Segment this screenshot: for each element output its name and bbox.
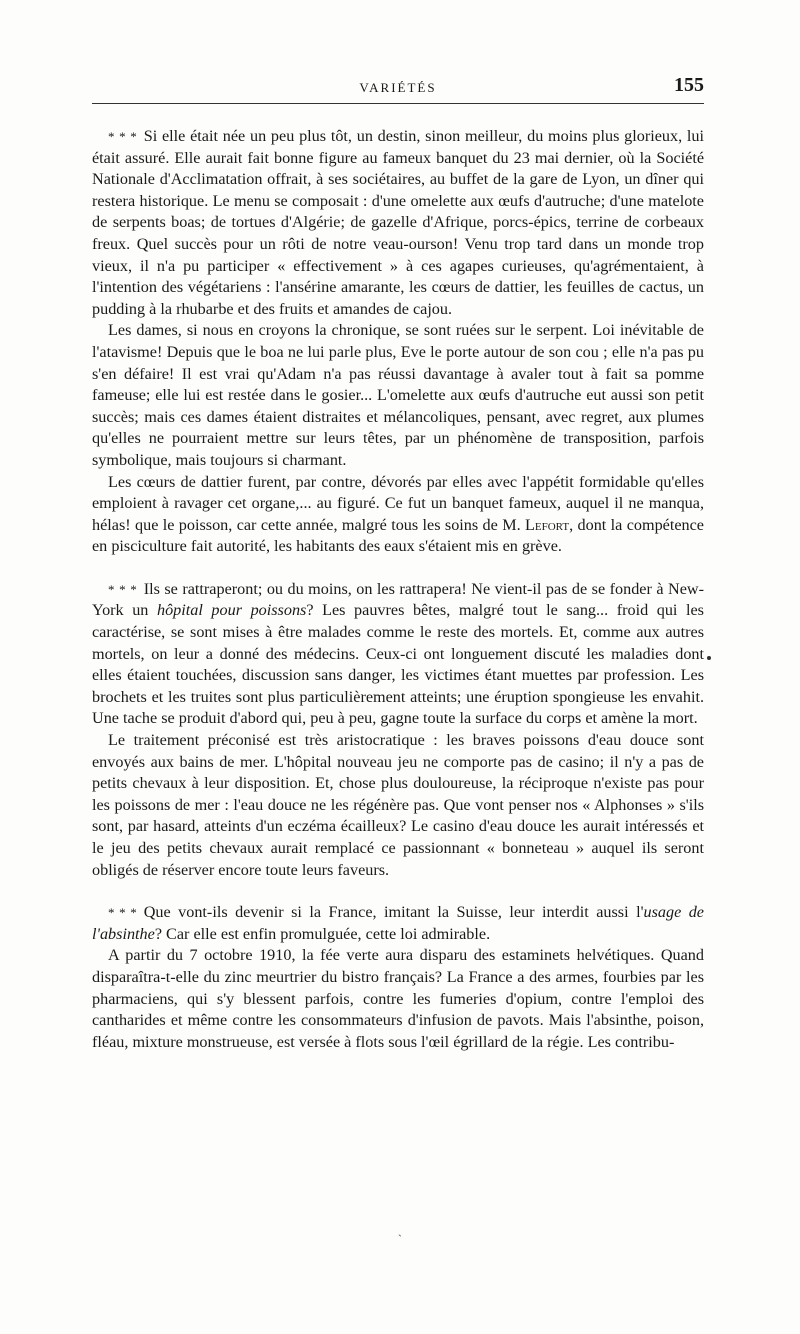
print-speck	[707, 656, 711, 660]
page-number: 155	[674, 74, 704, 96]
section-banquet	[92, 126, 704, 558]
paragraph-text: Si elle était née un peu plus tôt, un destin, sinon meilleur, du moins plus glorieux, lui était assuré. Elle aurait fait bonne figure au fameux banquet du 23 mai dernier, où la Société Nationale d'Acclimatation offrait, à ses sociétaires, au buffet de la gare de Lyon, un dîner qui restera historique. Le menu se composait : d'une omelette aux œufs d'autruche; d'une matelote de serpents boas; de tortues d'Algérie; de gazelle d'Afrique, porcs-épics, terrine de corbeaux freux. Quel succès pour un rôti de notre veau-ourson! Venu trop tard dans un monde trop vieux, il n'a pu participer « effectivement » à ces agapes curieuses, qu'agrémentaient, à l'intention des végétariens : l'ansérine amarante, les cœurs de dattier, les feuilles de cactus, un pudding à la rhubarbe et des fruits et amandes de cajou.	[92, 127, 704, 318]
paragraph-text: Ils se rattraperont; ou du moins, on les rattrapera! Ne vient-il pas de se fonder à New-York un	[92, 579, 704, 620]
print-mark: `	[398, 1232, 402, 1246]
paragraph-text: Les cœurs de dattier furent, par contre, dévorés par elles avec l'appétit formidable qu'elles emploient à ravager cet organe,... au figuré. Ce fut un banquet fameux, auquel il ne manqua, hélas! que le poisson, car cette année, malgré tous les soins de M.	[92, 472, 704, 534]
section-stars: * * *	[108, 581, 138, 597]
page-header	[92, 74, 704, 104]
paragraph: Le traitement préconisé est très aristocratique : les braves poissons d'eau douce sont envoyés aux bains de mer. L'hôpital nouveau jeu ne comporte pas de casino; il n'y a pas de petits chevaux à leur disposition. Et, chose plus douloureuse, la réciproque n'existe pas pour les poissons de mer : l'eau douce ne les régénère pas. Que vont penser nos « Alphonses » s'ils sont, par hasard, atteints d'un eczéma écailleux? Le casino d'eau douce les aurait intéressés et le jeu des petits chevaux aurait remplacé ce passionnant « bonneteau » auquel ils seront obligés de réserver encore toute leurs faveurs.	[92, 731, 704, 879]
section-stars: * * *	[108, 129, 138, 144]
paragraph-text: Que vont-ils devenir si la France, imitant la Suisse, leur interdit aussi l'	[143, 903, 644, 922]
paragraph	[92, 472, 704, 558]
section-hospital	[92, 579, 704, 881]
emphasis: usage de l'absinthe	[92, 903, 704, 943]
paragraph: Les dames, si nous en croyons la chronique, se sont ruées sur le serpent. Loi inévitable de l'atavisme! Depuis que le boa ne lui parle plus, Eve le porte autour de son cou ; elle n'a pas pu s'en défaire! Il est vrai qu'Adam n'a pas réussi davantage à avaler tout à fait sa pomme fameuse; elle lui est restée dans le gosier... L'omelette aux œufs d'autruche eut aussi son petit succès; mais ces dames étaient distraites et mélancoliques, pensant, avec regret, aux plumes qu'elles ne pourraient mettre sur leurs têtes, par un phénomène de transposition, parfois symbolique, mais toujours si charmant.	[92, 321, 704, 469]
page-body	[92, 126, 704, 1053]
paragraph	[92, 579, 704, 730]
person-name: Lefort	[525, 515, 570, 534]
paragraph-text: ? Les pauvres bêtes, malgré tout le sang... froid qui les caractérise, se sont mises à être malades comme le reste des mortels. Et, comme aux autres mortels, on leur a donné des médecins. Ceux-ci ont longuement discuté les maladies dont elles étaient touchées, discussion sans danger, les victimes étant muettes par profession. Les brochets et les truites sont plus particulièrement atteints; une éruption spongieuse les envahit. Une tache se produit d'abord qui, peu à peu, gagne toute la surface du corps et amène la mort.	[92, 601, 704, 728]
paragraph: A partir du 7 octobre 1910, la fée verte aura disparu des estaminets helvétiques. Quand disparaîtra-t-elle du zinc meurtrier du bistro français? La France a des armes, fourbies par les pharmaciens, qui s'y blessent parfois, contre les fumeries d'opium, contre l'emploi des cantharides et même contre les consommateurs d'infusion de pavots. Mais l'absinthe, poison, fléau, mixture monstrueuse, est versée à flots sous l'œil égrillard de la régie. Les contribu-	[92, 946, 704, 1051]
paragraph	[92, 126, 704, 320]
paragraph-text: ? Car elle est enfin promulguée, cette loi admirable.	[154, 924, 491, 943]
paragraph-text: , dont la compétence en pisciculture fait autorité, les habitants des eaux s'étaient mis en grève.	[92, 515, 704, 556]
section-absinthe	[92, 902, 704, 1053]
header-rule	[92, 103, 704, 104]
paragraph	[92, 902, 704, 945]
running-title: VARIÉTÉS	[359, 80, 437, 95]
emphasis: hôpital pour poissons	[156, 601, 307, 620]
section-stars: * * *	[108, 905, 138, 921]
